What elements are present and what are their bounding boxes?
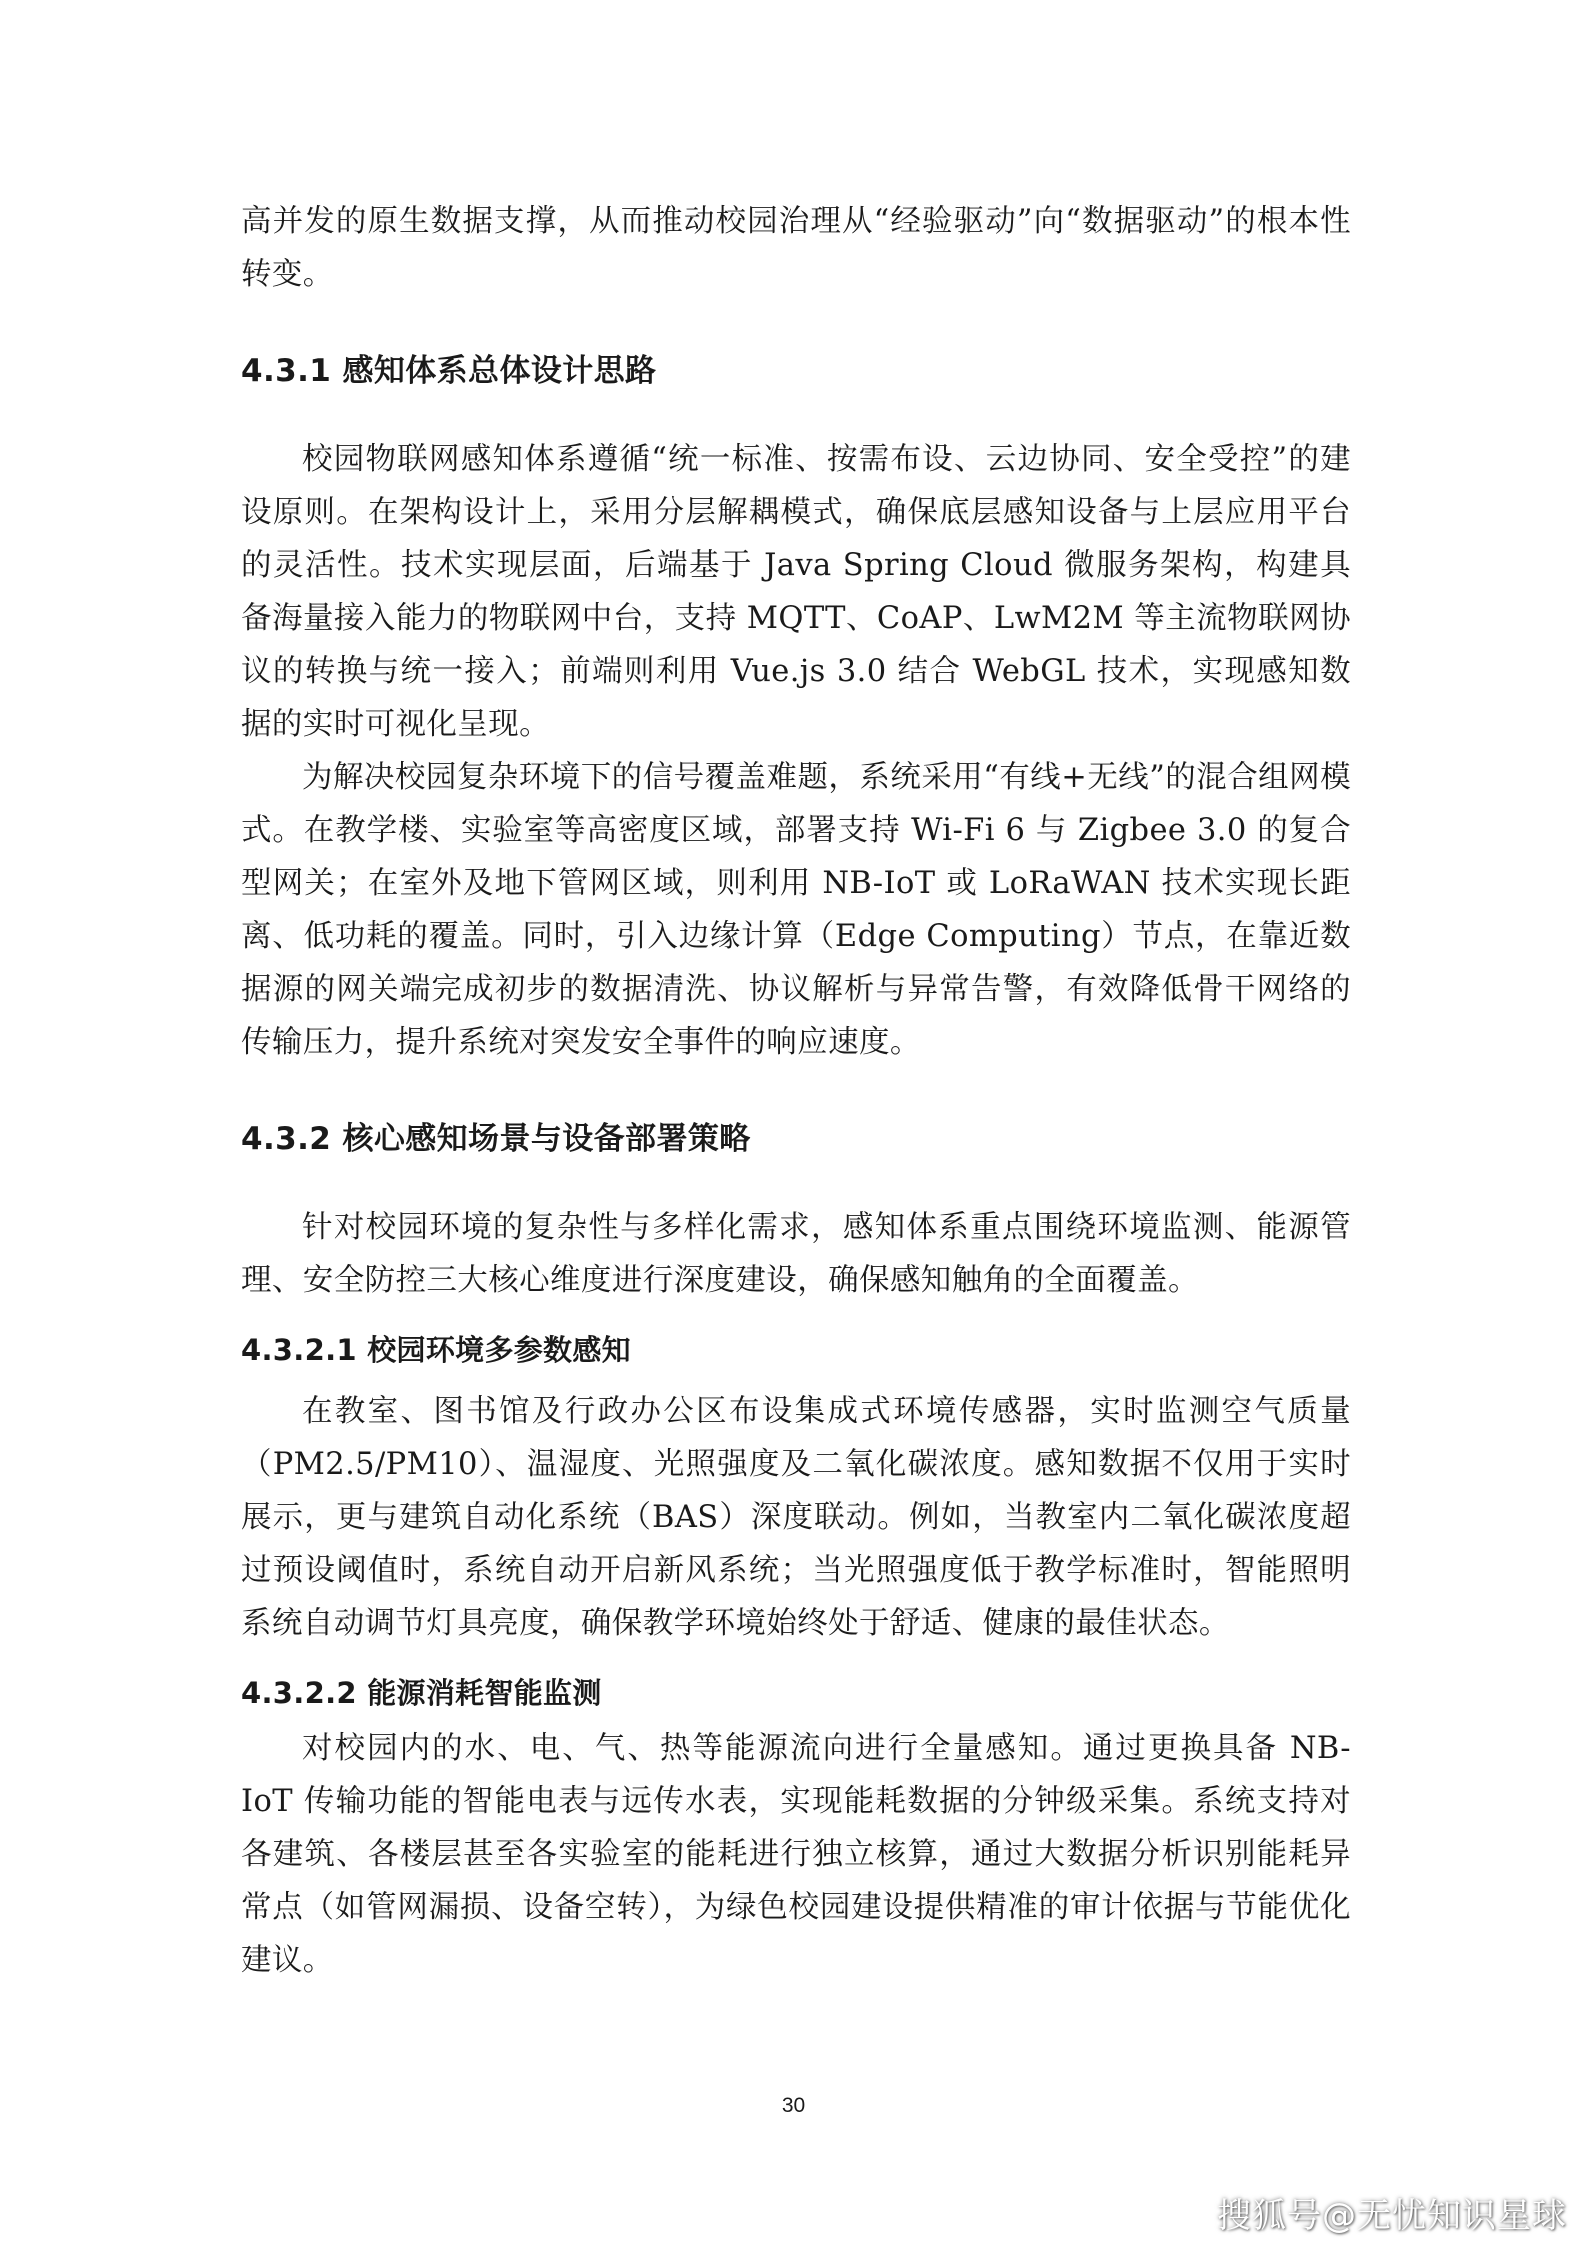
section-4-3-2-1-paragraph: 在教室、图书馆及行政办公区布设集成式环境传感器，实时监测空气质量（PM2.5/PM10）、温湿度、光照强度及二氧化碳浓度。感知数据不仅用于实时展示，更与建筑自动化系统（BAS）深度联动。例如，当教室内二氧化碳浓度超过预设阈值时，系统自动开启新风系统；当光照强度低于教学标准时，智能照明系统自动调节灯具亮度，确保教学环境始终处于舒适、健康的最佳状态。	[241, 1394, 1351, 1641]
section-4-3-1-paragraph-2: 为解决校园复杂环境下的信号覆盖难题，系统采用“有线+无线”的混合组网模式。在教学楼、实验室等高密度区域，部署支持 Wi-Fi 6 与 Zigbee 3.0 的复合型网关；在室外及地下管网区域，则利用 NB-IoT 或 LoRaWAN 技术实现长距离、低功耗的覆盖。同时，引入边缘计算（Edge Computing）节点，在靠近数据源的网关端完成初步的数据清洗、协议解析与异常告警，有效降低骨干网络的传输压力，提升系统对突发安全事件的响应速度。	[241, 760, 1351, 1060]
section-4-3-2-2-heading: 4.3.2.2 能源消耗智能监测	[241, 1676, 602, 1710]
section-4-3-1-heading: 4.3.1 感知体系总体设计思路	[241, 353, 657, 389]
section-4-3-2-2-paragraph: 对校园内的水、电、气、热等能源流向进行全量感知。通过更换具备 NB-IoT 传输功能的智能电表与远传水表，实现能耗数据的分钟级采集。系统支持对各建筑、各楼层甚至各实验室的能耗进行独立核算，通过大数据分析识别能耗异常点（如管网漏损、设备空转），为绿色校园建设提供精准的审计依据与节能优化建议。	[241, 1731, 1351, 1978]
section-4-3-2-paragraph: 针对校园环境的复杂性与多样化需求，感知体系重点围绕环境监测、能源管理、安全防控三大核心维度进行深度建设，确保感知触角的全面覆盖。	[241, 1210, 1351, 1298]
section-4-3-2-heading: 4.3.2 核心感知场景与设备部署策略	[241, 1121, 751, 1157]
page-content	[241, 195, 1351, 1987]
watermark: 搜狐号@无忧知识星球	[1217, 2196, 1567, 2236]
section-4-3-2-1-heading: 4.3.2.1 校园环境多参数感知	[241, 1333, 631, 1367]
section-4-3-1-paragraph-1: 校园物联网感知体系遵循“统一标准、按需布设、云边协同、安全受控”的建设原则。在架构设计上，采用分层解耦模式，确保底层感知设备与上层应用平台的灵活性。技术实现层面，后端基于 Java Spring Cloud 微服务架构，构建具备海量接入能力的物联网中台，支持 MQTT、CoAP、LwM2M 等主流物联网协议的转换与统一接入；前端则利用 Vue.js 3.0 结合 WebGL 技术，实现感知数据的实时可视化呈现。	[241, 442, 1351, 742]
page-number: 30	[781, 2094, 806, 2117]
intro-paragraph: 高并发的原生数据支撑，从而推动校园治理从“经验驱动”向“数据驱动”的根本性转变。	[241, 204, 1351, 292]
